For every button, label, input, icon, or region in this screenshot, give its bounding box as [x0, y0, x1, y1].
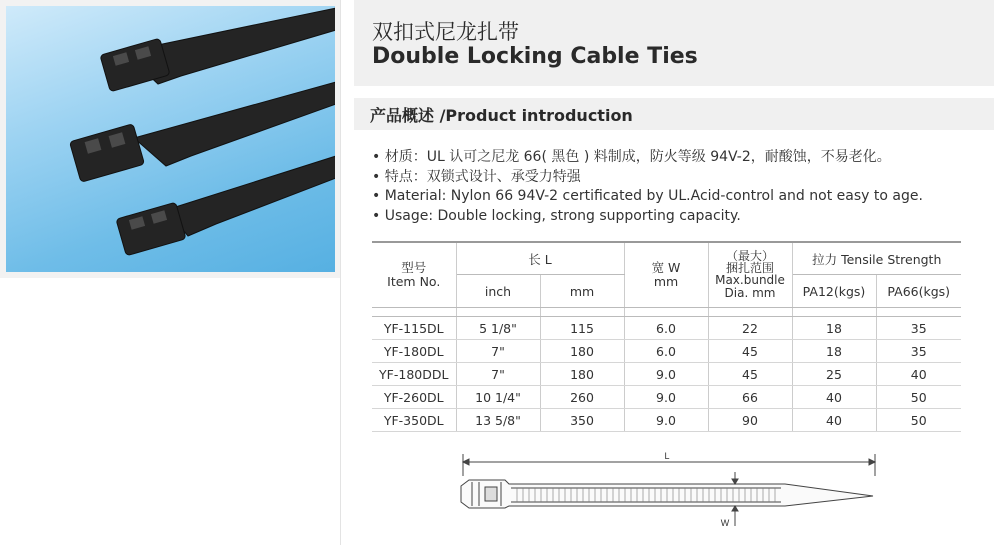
diagram-length-label: L [664, 451, 670, 461]
cell-pa12: 18 [792, 340, 876, 363]
product-title-cn: 双扣式尼龙扎带 [372, 20, 519, 44]
cell-width: 9.0 [624, 409, 708, 432]
header-bundle-l4: Dia. mm [724, 286, 776, 300]
cell-item: YF-115DL [372, 317, 456, 340]
product-photo-frame [0, 0, 340, 278]
table-spacer [372, 308, 961, 317]
cell-pa66: 35 [876, 340, 961, 363]
cell-pa66: 50 [876, 386, 961, 409]
cell-bundle: 45 [708, 340, 792, 363]
cell-pa66: 35 [876, 317, 961, 340]
header-tensile: 拉力 Tensile Strength [792, 242, 961, 275]
cable-ties-illustration [6, 6, 335, 272]
header-bundle-l1: （最大） [725, 249, 774, 263]
cell-item: YF-260DL [372, 386, 456, 409]
cell-item: YF-350DL [372, 409, 456, 432]
diagram-width-label: W [720, 518, 730, 528]
section-title: 产品概述 /Product introduction [370, 106, 633, 125]
table-row [372, 409, 961, 432]
cell-bundle: 22 [708, 317, 792, 340]
cell-inch: 5 1/8" [456, 317, 540, 340]
cell-pa12: 18 [792, 317, 876, 340]
header-length: 长 L [456, 242, 624, 275]
cell-mm: 350 [540, 409, 624, 432]
cell-inch: 13 5/8" [456, 409, 540, 432]
cell-mm: 180 [540, 340, 624, 363]
cell-pa12: 25 [792, 363, 876, 386]
cell-width: 6.0 [624, 340, 708, 363]
cable-tie-dimension-diagram [455, 450, 885, 534]
cell-inch: 7" [456, 363, 540, 386]
cell-mm: 260 [540, 386, 624, 409]
table-row [372, 340, 961, 363]
header-width [624, 242, 708, 308]
header-inch: inch [456, 275, 540, 308]
header-mm: mm [540, 275, 624, 308]
table-row [372, 386, 961, 409]
cell-inch: 7" [456, 340, 540, 363]
cell-width: 9.0 [624, 363, 708, 386]
table-row [372, 363, 961, 386]
bullet-usage-en: • Usage: Double locking, strong supporting capacity. [372, 207, 741, 224]
cell-bundle: 45 [708, 363, 792, 386]
product-photo [6, 6, 335, 272]
header-width-unit: mm [653, 274, 679, 289]
header-bundle-l3: Max.bundle [715, 273, 785, 287]
header-bundle [708, 242, 792, 308]
cell-inch: 10 1/4" [456, 386, 540, 409]
cell-mm: 115 [540, 317, 624, 340]
table-row [372, 317, 961, 340]
header-width-cn: 宽 W [651, 260, 681, 275]
cell-pa66: 40 [876, 363, 961, 386]
header-pa12: PA12(kgs) [792, 275, 876, 308]
header-pa66: PA66(kgs) [876, 275, 961, 308]
bullet-material-en: • Material: Nylon 66 94V-2 certificated by UL.Acid-control and not easy to age. [372, 188, 923, 204]
header-item-no [372, 242, 456, 308]
cell-bundle: 66 [708, 386, 792, 409]
spec-table [372, 241, 961, 432]
cell-pa12: 40 [792, 409, 876, 432]
vertical-divider [340, 0, 341, 545]
cell-width: 9.0 [624, 386, 708, 409]
bullet-material-cn: • 材质：UL 认可之尼龙 66( 黑色 ) 料制成，防火等级 94V-2，耐酸蚀，不易老化。 [372, 149, 891, 165]
cell-pa12: 40 [792, 386, 876, 409]
cell-bundle: 90 [708, 409, 792, 432]
cell-width: 6.0 [624, 317, 708, 340]
header-bundle-l2: 捆扎范围 [725, 261, 774, 275]
header-item-cn: 型号 [401, 260, 427, 275]
cell-item: YF-180DL [372, 340, 456, 363]
cell-mm: 180 [540, 363, 624, 386]
cell-pa66: 50 [876, 409, 961, 432]
product-title-en: Double Locking Cable Ties [372, 44, 698, 69]
cell-item: YF-180DDL [372, 363, 456, 386]
header-item-en: Item No. [387, 274, 441, 289]
bullet-feature-cn: • 特点：双锁式设计、承受力特强 [372, 168, 581, 185]
product-description-list [372, 148, 923, 226]
